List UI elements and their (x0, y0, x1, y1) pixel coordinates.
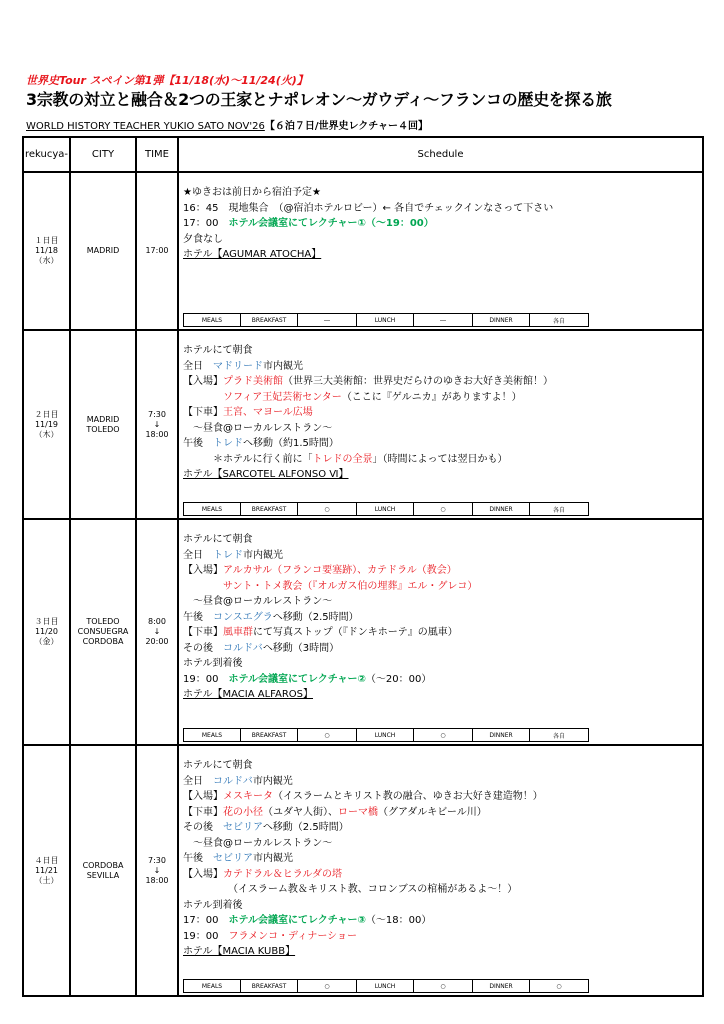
schedule-text: ホテル会議室にてレクチャー② (228, 673, 366, 685)
schedule-text: コンスエグラ (213, 611, 273, 623)
schedule-text: ＊ホテルに行く前に「 (183, 453, 313, 465)
day-text: 11/19 (34, 419, 59, 429)
schedule-line (179, 944, 702, 960)
schedule-text: ホテルにて朝食 (183, 534, 253, 545)
time-text: 18:00 (145, 429, 169, 439)
schedule-line (179, 390, 702, 406)
day-text: ３日目 (34, 617, 59, 626)
schedule-line (179, 898, 702, 914)
schedule-body (179, 520, 702, 744)
schedule-text: ホテル会議室にてレクチャー③ (228, 915, 366, 926)
header-schedule: Schedule (178, 137, 703, 172)
schedule-text: ソフィア王妃芸術センター (223, 391, 342, 403)
schedule-text: （イスラームとキリスト教の融合、ゆきお大好き建造物！） (273, 791, 543, 802)
schedule-text: ローマ橋 (338, 806, 378, 818)
schedule-text: ホテル到着後 (183, 899, 243, 911)
city-name: TOLEDO (86, 617, 120, 626)
schedule-text: メスキータ (223, 791, 273, 802)
schedule-line (179, 436, 702, 452)
schedule-body (179, 173, 702, 329)
schedule-text: 【入場】 (183, 868, 223, 880)
schedule-text: 【下車】 (183, 806, 223, 818)
schedule-text: ～昼食@ローカルレストラン～ (183, 422, 333, 434)
time-cell (136, 330, 178, 519)
schedule-line (179, 625, 702, 641)
schedule-text: （～18：00） (365, 915, 432, 926)
schedule-lines (179, 520, 702, 703)
schedule-line (179, 758, 702, 774)
schedule-text: コルドバ (213, 775, 253, 787)
schedule-text: ホテル到着後 (183, 658, 243, 669)
schedule-text: （イスラーム教＆キリスト教、コロンブスの棺桶があるよ～！） (183, 884, 518, 895)
meal-label: DINNER (473, 729, 530, 742)
day-row (23, 519, 703, 745)
schedule-text: 午後 (183, 611, 213, 623)
schedule-text: アルカサル（フランコ要塞跡）、カテドラル（教会） (223, 565, 457, 576)
day-cell (23, 330, 70, 519)
schedule-line (179, 532, 702, 548)
day-text: 11/21 (34, 865, 59, 875)
header-city: CITY (70, 137, 136, 172)
meal-value: ― (298, 314, 357, 327)
meals-row (183, 313, 589, 327)
meal-label: DINNER (473, 503, 530, 516)
city-cell (70, 745, 136, 996)
schedule-cell (178, 172, 703, 330)
meal-value: 各自 (530, 729, 589, 742)
schedule-text: ★ゆきおは前日から宿泊予定★ (183, 187, 321, 198)
schedule-line (179, 548, 702, 564)
schedule-text: 【入場】 (183, 565, 223, 576)
day-row (23, 172, 703, 330)
schedule-line (179, 467, 702, 483)
schedule-text: （ユダヤ人街）、 (263, 806, 338, 818)
meal-label: LUNCH (357, 980, 414, 993)
meal-label: MEALS (184, 729, 241, 742)
schedule-text: ホテル【MACIA ALFAROS】 (183, 689, 313, 700)
schedule-text: 17：00 (183, 218, 229, 229)
schedule-text: 」（時間によっては翌日かも） (372, 453, 508, 465)
schedule-text: カテドラル＆ヒラルダの塔 (223, 868, 342, 880)
time-text: ↓ (153, 419, 161, 429)
schedule-line (179, 641, 702, 657)
day-text: （土） (34, 875, 59, 885)
time-cell (136, 745, 178, 996)
time-text: ↓ (153, 865, 161, 875)
schedule-line (179, 201, 702, 217)
meal-label: LUNCH (357, 503, 414, 516)
meal-value: ○ (414, 503, 473, 516)
meal-value: ○ (414, 980, 473, 993)
header-rekucya: rekucya- (23, 137, 70, 172)
day-text: 11/18 (34, 246, 59, 255)
schedule-line (179, 913, 702, 929)
subtitle-teacher: WORLD HISTORY TEACHER YUKIO SATO NOV'26 (26, 121, 265, 132)
schedule-text: トレド (213, 438, 243, 449)
schedule-text: 19：00 (183, 673, 229, 685)
schedule-text: へ移動（3時間） (262, 642, 340, 654)
meals-row (183, 728, 589, 742)
schedule-line (179, 867, 702, 883)
schedule-text: セビリア (223, 822, 263, 833)
schedule-line (179, 594, 702, 610)
schedule-text: その後 (183, 822, 223, 833)
header-row (23, 137, 703, 172)
schedule-lines (179, 746, 702, 960)
schedule-line (179, 343, 702, 359)
day-row (23, 745, 703, 996)
meal-value: ○ (414, 729, 473, 742)
schedule-lines (179, 331, 702, 483)
schedule-line (179, 374, 702, 390)
meal-label: BREAKFAST (241, 503, 298, 516)
city-name: MADRID (86, 414, 120, 424)
schedule-line (179, 882, 702, 898)
day-cell (23, 519, 70, 745)
schedule-text: セビリア (213, 853, 253, 864)
schedule-text: 16：45 現地集合 （@宿泊ホテルロビー）← 各自でチェックインなさって下さい (183, 202, 554, 214)
schedule-line (179, 185, 702, 201)
schedule-line (179, 656, 702, 672)
meal-label: BREAKFAST (241, 729, 298, 742)
schedule-text: 午後 (183, 438, 213, 449)
schedule-line (179, 610, 702, 626)
meal-value: 各自 (530, 314, 589, 327)
schedule-text: 全日 (183, 549, 213, 561)
schedule-line (179, 836, 702, 852)
schedule-text: （～20：00） (365, 673, 432, 685)
meal-label: DINNER (473, 314, 530, 327)
day-text: （金） (34, 637, 59, 646)
schedule-line (179, 579, 702, 595)
schedule-table (22, 136, 704, 997)
schedule-line (179, 421, 702, 437)
schedule-text: ホテルにて朝食 (183, 345, 253, 356)
city-name: MADRID (86, 246, 120, 255)
day-cell (23, 745, 70, 996)
subtitle (26, 117, 428, 132)
meal-label: MEALS (184, 314, 241, 327)
time-text: 8:00 (148, 617, 166, 626)
schedule-text: （グアダルキビール川） (378, 806, 487, 818)
page-title: 3宗教の対立と融合＆2つの王家とナポレオン～ガウディ～フランコの歴史を探る旅 (26, 90, 612, 109)
schedule-line (179, 405, 702, 421)
tour-tag: 世界史Tour スペイン第1弾【11/18(水)～11/24(火)】 (26, 74, 308, 87)
schedule-text: サント・トメ教会（『オルガス伯の埋葬』エル・グレコ） (223, 580, 478, 592)
time-text: 17:00 (145, 246, 169, 255)
meal-value: ○ (298, 503, 357, 516)
meal-value: ○ (530, 980, 589, 993)
schedule-text: 【入場】 (183, 791, 223, 802)
meal-label: LUNCH (357, 729, 414, 742)
schedule-body (179, 331, 702, 518)
schedule-line (179, 216, 702, 232)
schedule-text: 花の小径 (223, 806, 263, 818)
subtitle-duration: 【６泊７日/世界史レクチャー４回】 (264, 121, 428, 132)
schedule-line (179, 851, 702, 867)
schedule-text: 【入場】 (183, 376, 223, 387)
meal-value: ○ (298, 729, 357, 742)
schedule-text: へ移動（2.5時間） (262, 822, 349, 833)
meal-label: MEALS (184, 503, 241, 516)
meal-label: BREAKFAST (241, 314, 298, 327)
meal-label: BREAKFAST (241, 980, 298, 993)
schedule-text: 市内観光 (252, 775, 293, 787)
schedule-text: ホテル【AGUMAR ATOCHA】 (183, 249, 322, 260)
city-cell (70, 519, 136, 745)
schedule-text: ～昼食@ローカルレストラン～ (183, 837, 333, 849)
day-cell (23, 172, 70, 330)
schedule-text: 19：00 (183, 930, 229, 942)
time-text: 18:00 (145, 875, 169, 885)
schedule-text: へ移動（約1.5時間） (243, 438, 339, 449)
meal-label: DINNER (473, 980, 530, 993)
schedule-text: ホテル【SARCOTEL ALFONSO Ⅵ】 (183, 469, 349, 480)
time-text: 7:30 (148, 409, 166, 419)
meals-row (183, 979, 589, 993)
day-text: （木） (34, 429, 59, 439)
meal-value: ― (414, 314, 473, 327)
schedule-text: 17：00 (183, 915, 229, 926)
schedule-text: ～昼食@ローカルレストラン～ (183, 596, 333, 607)
schedule-text: 午後 (183, 853, 213, 864)
schedule-text: 【下車】 (183, 627, 223, 638)
schedule-text: 市内観光 (253, 853, 293, 864)
schedule-text: 市内観光 (243, 549, 283, 561)
schedule-text: にて写真ストップ（『ドンキホーテ』の風車） (253, 627, 458, 638)
schedule-text: トレドの全景 (312, 453, 373, 465)
city-cell (70, 172, 136, 330)
meal-label: MEALS (184, 980, 241, 993)
schedule-line (179, 232, 702, 248)
day-row (23, 330, 703, 519)
schedule-line (179, 820, 702, 836)
schedule-line (179, 672, 702, 688)
time-text: 20:00 (145, 637, 169, 646)
day-text: （水） (34, 256, 59, 265)
city-name: CONSUEGRA (77, 627, 129, 636)
schedule-line (179, 359, 702, 375)
day-text: ４日目 (34, 855, 59, 865)
schedule-text (183, 392, 223, 403)
schedule-text: ホテル【MACIA KUBB】 (183, 946, 296, 957)
day-text: １日目 (34, 236, 59, 245)
time-text: 7:30 (148, 855, 166, 865)
schedule-line (179, 563, 702, 579)
schedule-text (183, 581, 223, 592)
time-cell (136, 172, 178, 330)
schedule-text: その後 (183, 642, 223, 654)
schedule-cell (178, 330, 703, 519)
schedule-text: コルドバ (223, 642, 263, 654)
day-text: ２日目 (34, 409, 59, 419)
schedule-text: マドリード (213, 360, 263, 372)
city-name: CORDOBA (82, 637, 124, 646)
schedule-text: （世界三大美術館：世界史だらけのゆきお大好き美術館！） (283, 376, 553, 387)
header-time: TIME (136, 137, 178, 172)
time-text: ↓ (153, 627, 161, 636)
schedule-line (179, 774, 702, 790)
schedule-text: トレド (213, 549, 243, 561)
schedule-body (179, 746, 702, 995)
day-text: 11/20 (34, 627, 59, 636)
schedule-line (179, 247, 702, 263)
city-name: SEVILLA (86, 870, 120, 880)
schedule-text: 市内観光 (263, 360, 303, 372)
schedule-text: 夕食なし (183, 233, 223, 245)
time-cell (136, 519, 178, 745)
meal-value: 各自 (530, 503, 589, 516)
schedule-line (179, 452, 702, 468)
schedule-line (179, 687, 702, 703)
schedule-line (179, 929, 702, 945)
schedule-text: （ここに『ゲルニカ』がありますよ！） (341, 391, 522, 403)
schedule-cell (178, 519, 703, 745)
meal-value: ○ (298, 980, 357, 993)
city-cell (70, 330, 136, 519)
schedule-text: 【下車】 (183, 407, 223, 418)
schedule-text: 王宮、マヨール広場 (223, 407, 313, 418)
schedule-line (179, 805, 702, 821)
schedule-text: 全日 (183, 360, 213, 372)
schedule-cell (178, 745, 703, 996)
city-name: CORDOBA (82, 860, 124, 870)
schedule-text: フラメンコ・ディナーショー (228, 930, 357, 942)
meals-row (183, 502, 589, 516)
schedule-text: 全日 (183, 775, 213, 787)
schedule-text: 風車群 (223, 627, 253, 638)
schedule-text: ホテル会議室にてレクチャー①（～19：00） (228, 218, 434, 229)
schedule-lines (179, 173, 702, 263)
schedule-line (179, 789, 702, 805)
schedule-text: プラド美術館 (223, 376, 283, 387)
schedule-text: ホテルにて朝食 (183, 760, 253, 771)
schedule-text: へ移動（2.5時間） (272, 611, 359, 623)
city-name: TOLEDO (86, 424, 120, 434)
meal-label: LUNCH (357, 314, 414, 327)
